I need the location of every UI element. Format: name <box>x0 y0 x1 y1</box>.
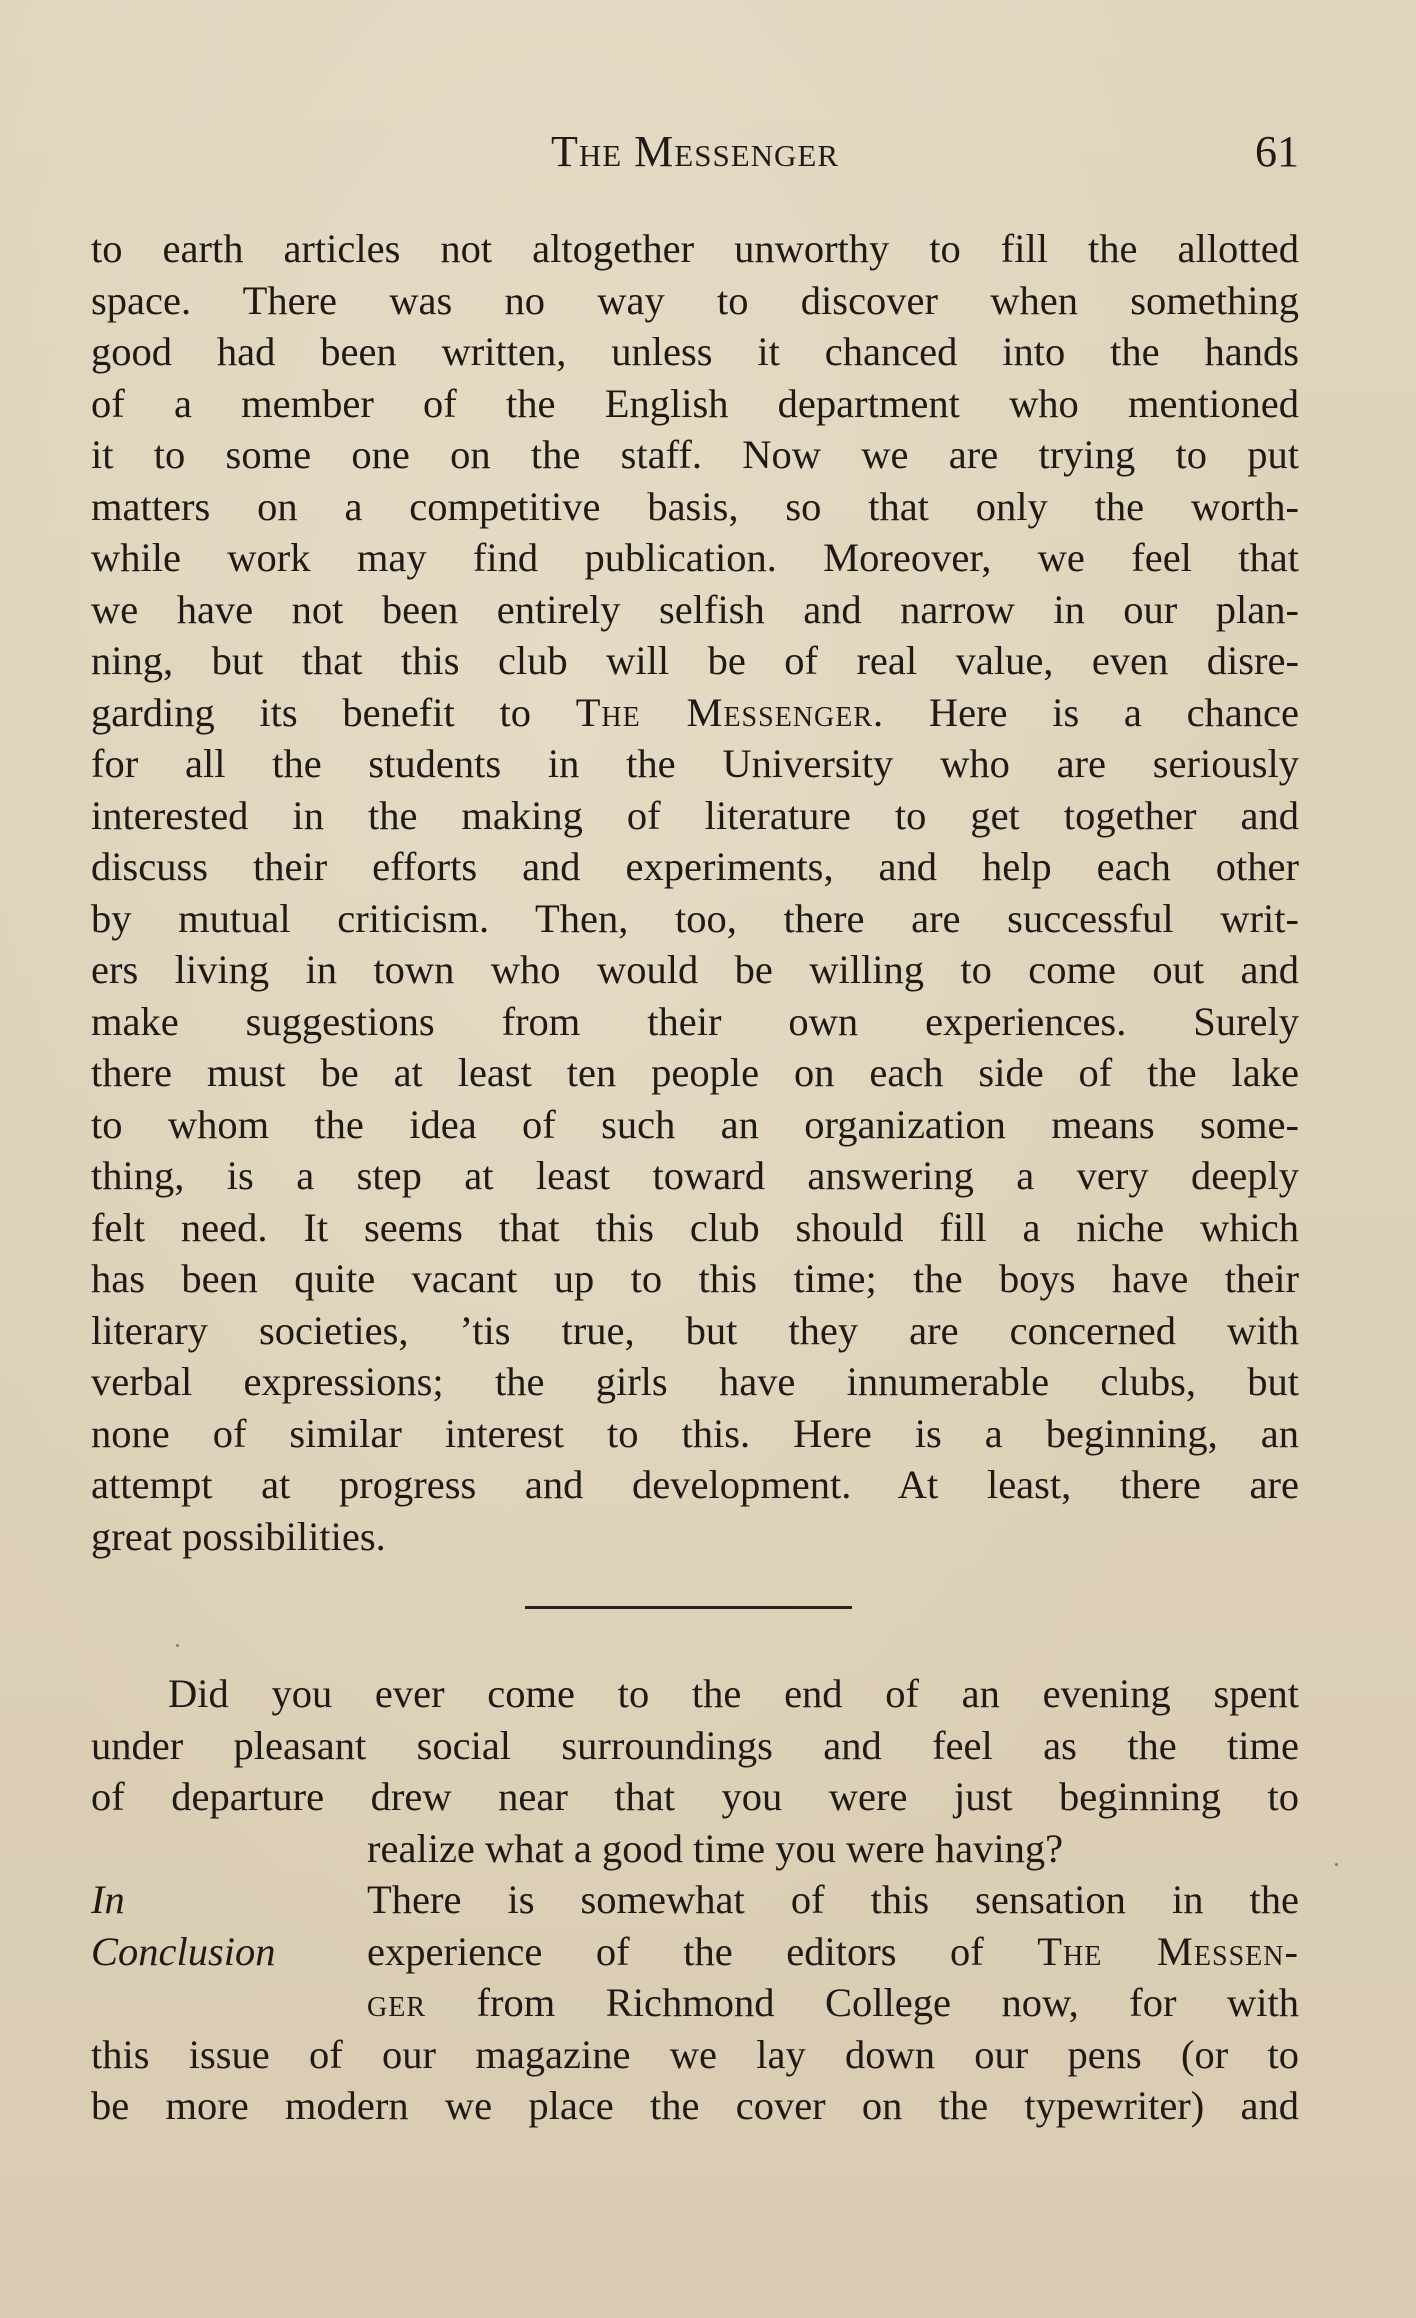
journal-name-inline: The Messenger. <box>575 689 885 735</box>
text-line: Did you ever come to the end of an evening spent <box>168 1671 1299 1716</box>
text-line: discuss their efforts and experiments, and help each other <box>91 844 1299 889</box>
text-line: while work may find publication. Moreover, we feel that <box>91 535 1299 580</box>
journal-name-inline: The Messen- <box>1037 1928 1299 1974</box>
text-line: has been quite vacant up to this time; the boys have their <box>91 1256 1299 1301</box>
journal-title: The Messenger <box>550 127 840 176</box>
text-line: to earth articles not altogether unworthy to fill the allotted <box>91 226 1299 271</box>
body-paragraph-2 <box>91 1668 1299 2132</box>
text-line: realize what a good time you were having? <box>367 1825 1064 1871</box>
text-line: there must be at least ten people on each side of the lake <box>91 1050 1299 1095</box>
page-number: 61 <box>1255 127 1299 176</box>
text-line: it to some one on the staff. Now we are trying to put <box>91 432 1299 477</box>
journal-name-inline: ger <box>367 1980 426 2025</box>
text-line: verbal expressions; the girls have innumerable clubs, but <box>91 1359 1299 1404</box>
text-fragment: from Richmond College now, for with <box>426 1980 1299 2025</box>
section-divider <box>525 1606 852 1609</box>
text-line: be more modern we place the cover on the typewriter) and <box>91 2083 1299 2128</box>
text-line-with-journal-name <box>91 687 1299 739</box>
text-line: of a member of the English department who mentioned <box>91 380 1299 426</box>
margin-heading-in: In <box>91 1877 125 1922</box>
text-line: under pleasant social surroundings and feel as the time <box>91 1722 1299 1768</box>
text-line: for all the students in the University who are seriously <box>91 741 1299 786</box>
text-line: of departure drew near that you were just beginning to <box>91 1774 1299 1819</box>
paper-speck <box>176 1644 179 1647</box>
text-line: interested in the making of literature to get together and <box>91 792 1299 838</box>
text-line: good had been written, unless it chanced into the hands <box>91 329 1299 374</box>
text-line: ers living in town who would be willing to come out and <box>91 947 1299 992</box>
margin-heading-conclusion: Conclusion <box>91 1928 276 1974</box>
text-fragment: experience of the editors of <box>367 1928 1038 1974</box>
text-line: attempt at progress and development. At least, there are <box>91 1462 1299 1507</box>
text-line: literary societies, ’tis true, but they are concerned with <box>91 1307 1299 1353</box>
text-line: we have not been entirely selfish and narrow in our plan- <box>91 586 1299 632</box>
text-line: matters on a competitive basis, so that only the worth- <box>91 483 1299 529</box>
text-line: felt need. It seems that this club should fill a niche which <box>91 1204 1299 1250</box>
text-line: this issue of our magazine we lay down our pens (or to <box>91 2031 1299 2077</box>
running-head <box>91 122 1299 182</box>
text-line-with-journal-name <box>91 1977 1299 2029</box>
text-fragment: garding its benefit to <box>91 689 576 735</box>
body-paragraph-1 <box>91 223 1299 1562</box>
text-line: great possibilities. <box>91 1513 386 1559</box>
text-line: ning, but that this club will be of real value, even disre- <box>91 638 1299 683</box>
text-line: to whom the idea of such an organization means some- <box>91 1101 1299 1147</box>
text-line: thing, is a step at least toward answering a very deeply <box>91 1153 1299 1198</box>
paper-speck <box>1335 1863 1338 1866</box>
text-line: make suggestions from their own experiences. Surely <box>91 998 1299 1044</box>
margin-heading-block <box>91 1823 1299 2029</box>
text-line: space. There was no way to discover when something <box>91 277 1299 323</box>
text-line: by mutual criticism. Then, too, there are successful writ- <box>91 895 1299 941</box>
text-line: none of similar interest to this. Here is a beginning, an <box>91 1410 1299 1456</box>
text-line: There is somewhat of this sensation in the <box>367 1877 1299 1922</box>
text-fragment: Here is a chance <box>884 689 1299 735</box>
